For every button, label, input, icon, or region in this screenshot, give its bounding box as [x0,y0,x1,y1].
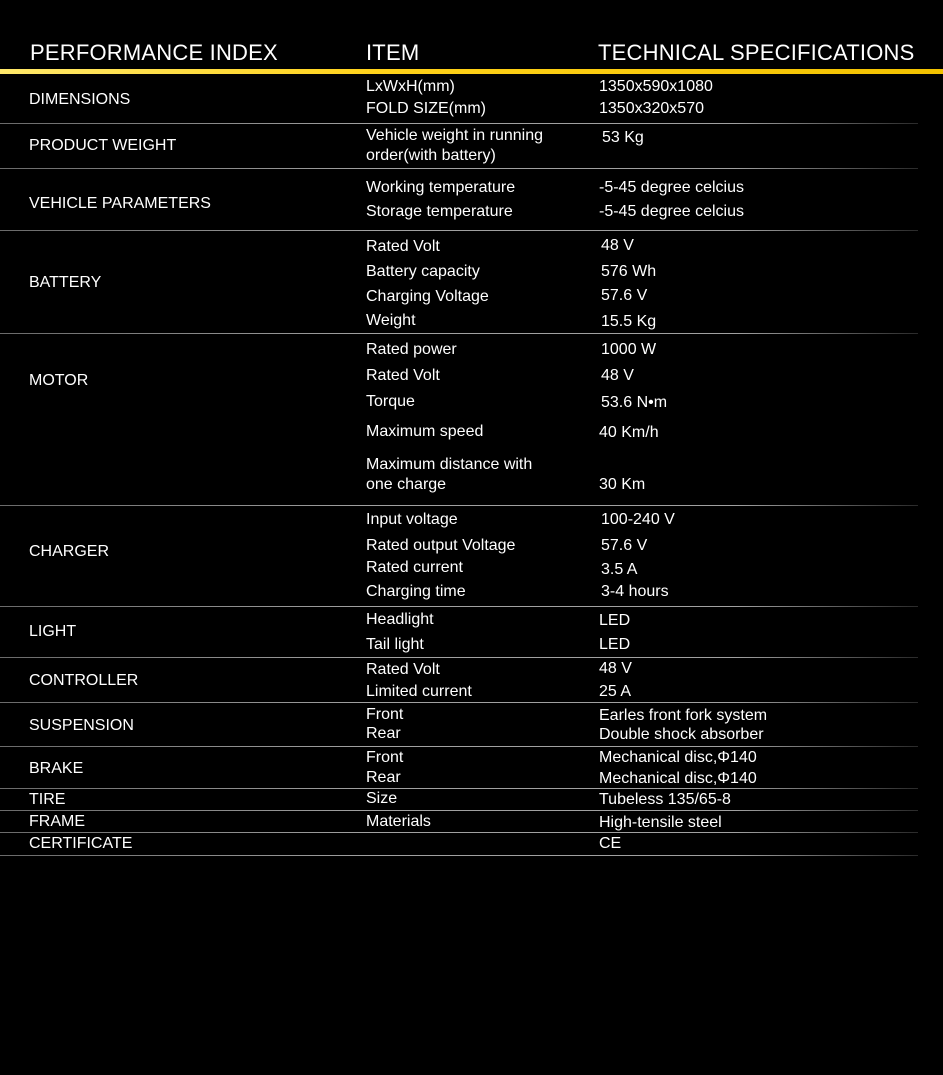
spec-value: 25 A [599,683,632,700]
item-label: Input voltage [366,511,458,528]
spec-value: LED [599,636,631,653]
row-separator [0,606,918,607]
category-suspension: SUSPENSION [29,717,134,734]
category-product-weight: PRODUCT WEIGHT [29,137,177,154]
item-label: Rated Volt [366,238,440,255]
spec-value: 53 Kg [602,129,644,146]
spec-value: 48 V [601,367,634,384]
item-label: Weight [366,312,416,329]
item-label: Working temperature [366,179,516,196]
item-label: Rated Volt [366,661,440,678]
category-tire: TIRE [29,791,66,808]
item-label: Vehicle weight in running [366,127,544,144]
header-performance-index: PERFORMANCE INDEX [30,40,278,65]
spec-value: 100-240 V [601,511,675,528]
item-label: Rated output Voltage [366,537,516,554]
item-label: Front [366,749,404,766]
item-label: Rated power [366,341,457,358]
spec-value: 15.5 Kg [601,313,657,330]
spec-value: 48 V [599,660,632,677]
category-controller: CONTROLLER [29,672,139,689]
item-label-continued: one charge [366,476,447,493]
spec-value: Earles front fork system [599,707,768,724]
spec-value: LED [599,612,631,629]
row-separator [0,788,918,789]
spec-value: 57.6 V [601,537,648,554]
spec-value: 3-4 hours [601,583,669,600]
row-separator [0,810,918,811]
spec-value: 48 V [601,237,634,254]
header-technical-specifications: TECHNICAL SPECIFICATIONS [598,40,915,65]
item-label-continued: order(with battery) [366,147,496,164]
spec-value: 3.5 A [601,561,638,578]
item-label: LxWxH(mm) [366,78,455,95]
category-light: LIGHT [29,623,77,640]
category-charger: CHARGER [29,543,110,560]
spec-value: 53.6 N•m [601,394,668,411]
header-accent-bar [0,69,943,74]
item-label: Rear [366,725,401,742]
item-label: Size [366,790,398,807]
category-battery: BATTERY [29,274,102,291]
row-separator [0,230,918,231]
spec-value: Tubeless 135/65-8 [599,791,731,808]
category-brake: BRAKE [29,760,84,777]
item-label: Battery capacity [366,263,480,280]
row-separator [0,855,918,856]
row-separator [0,657,918,658]
spec-value: High-tensile steel [599,814,722,831]
spec-value: 30 Km [599,476,646,493]
category-frame: FRAME [29,813,85,830]
spec-value: -5-45 degree celcius [599,179,744,196]
row-separator [0,746,918,747]
spec-value: -5-45 degree celcius [599,203,744,220]
spec-value: 1350x590x1080 [599,78,713,95]
item-label: Rear [366,769,401,786]
row-separator [0,832,918,833]
row-separator [0,123,918,124]
empty-background [0,860,943,1075]
spec-value: 576 Wh [601,263,657,280]
item-label: Rated current [366,559,463,576]
spec-value: 40 Km/h [599,424,659,441]
spec-value: Double shock absorber [599,726,764,743]
spec-value: 1350x320x570 [599,100,704,117]
item-label: Tail light [366,636,424,653]
item-label: Rated Volt [366,367,440,384]
spec-value: 57.6 V [601,287,648,304]
category-certificate: CERTIFICATE [29,835,133,852]
item-label: Storage temperature [366,203,513,220]
item-label: Materials [366,813,431,830]
spec-value: 1000 W [601,341,657,358]
category-motor: MOTOR [29,372,89,389]
row-separator [0,333,918,334]
item-label: Maximum distance with [366,456,533,473]
category-dimensions: DIMENSIONS [29,91,131,108]
item-label: Limited current [366,683,472,700]
spec-value: CE [599,835,622,852]
row-separator [0,168,918,169]
spec-value: Mechanical disc,Φ140 [599,770,757,787]
item-label: Headlight [366,611,434,628]
item-label: Charging Voltage [366,288,489,305]
item-label: Front [366,706,404,723]
row-separator [0,505,918,506]
item-label: Torque [366,393,415,410]
item-label: FOLD SIZE(mm) [366,100,486,117]
spec-value: Mechanical disc,Φ140 [599,749,757,766]
header-item: ITEM [366,40,420,65]
item-label: Charging time [366,583,466,600]
item-label: Maximum speed [366,423,484,440]
category-vehicle-parameters: VEHICLE PARAMETERS [29,195,211,212]
row-separator [0,702,918,703]
